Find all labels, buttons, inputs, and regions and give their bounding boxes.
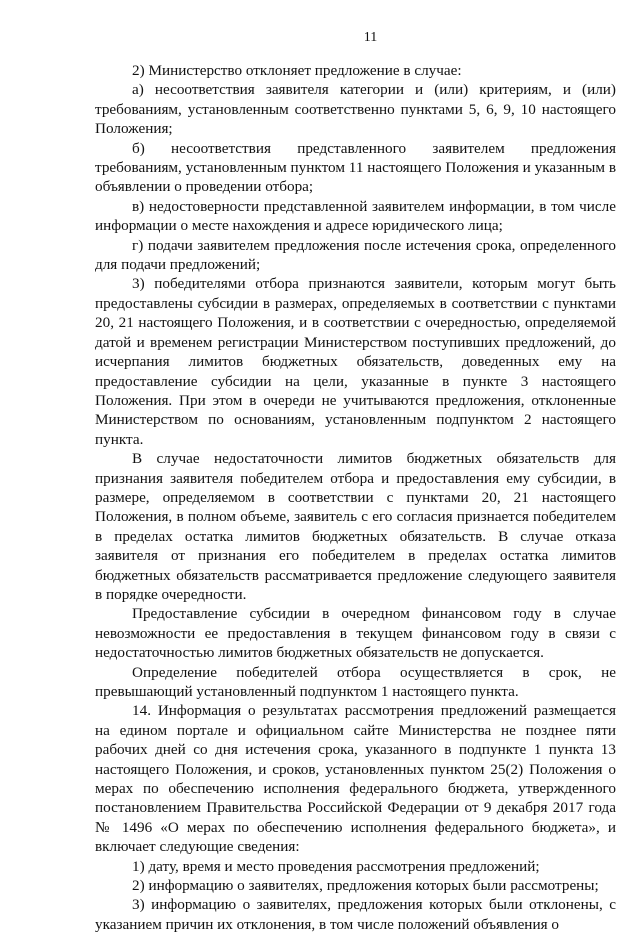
paragraph-next-year-subsidy: Предоставление субсидии в очередном финансовом году в случае невозможности ее предоставления в текущем финансовом году в связи с недостаточностью лимитов бюджетных обязательств не допускается.	[95, 605, 616, 662]
paragraph-insufficient-limits: В случае недостаточности лимитов бюджетных обязательств для признания заявителя победителем отбора и предоставления ему субсидии, в размере, определяемом в соответствии с пунктами 20, 21 настоящего Положения, в полном объеме, заявитель с его согласия признается победителем в пределах остатка лимитов бюджетных обязательств. В случае отказа заявителя от признания его победителем в пределах остатка лимитов бюджетных обязательств рассматривается предложение следующего заявителя в порядке очередности.	[95, 450, 616, 603]
paragraph-item-3-winners: 3) победителями отбора признаются заявители, которым могут быть предоставлены субсидии в размерах, определяемых в соответствии с пунктами 20, 21 настоящего Положения, и в соответствии с очередностью, определяемой датой и временем регистрации Министерством поступивших предложений, до исчерпания лимитов бюджетных обязательств, доведенных ему на предоставление субсидии на цели, указанные в пункте 3 настоящего Положения. При этом в очереди не учитываются предложения, отклоненные Министерством по основаниям, установленным подпунктом 2 настоящего пункта.	[95, 275, 616, 448]
paragraph-subitem-b: б) несоответствия представленного заявителем предложения требованиям, установленным пунктом 11 настоящего Положения и указанным в объявлении о проведении отбора;	[95, 139, 616, 196]
paragraph-winner-determination: Определение победителей отбора осуществляется в срок, не превышающий установленный подпунктом 1 настоящего пункта.	[95, 663, 616, 700]
paragraph-subitem-a: а) несоответствия заявителя категории и (или) критериям, и (или) требованиям, установленным соответственно пунктами 5, 6, 9, 10 настоящего Положения;	[95, 81, 616, 138]
paragraph-subitem-g: г) подачи заявителем предложения после истечения срока, определенного для подачи предложений;	[95, 236, 616, 274]
page-number: 11	[363, 30, 378, 45]
paragraph-section-14: 14. Информация о результатах рассмотрения предложений размещается на едином портале и официальном сайте Министерства не позднее пяти рабочих дней со дня истечения срока, указанного в подпункте 1 пункта 13 настоящего Положения, и сроков, установленных пунктом 25(2) Положения о мерах по обеспечению исполнения федерального бюджета, утвержденного постановлением Правительства Российской Федерации от 9 декабря 2017 года № 1496 «О мерах по обеспечению исполнения федерального бюджета», и включает следующие сведения:	[95, 702, 616, 856]
paragraph-subitem-v: в) недостоверности представленной заявителем информации, в том числе информации о месте нахождения и адресе юридического лица;	[95, 197, 616, 235]
paragraph-list-item-3: 3) информацию о заявителях, предложения которых были отклонены, с указанием причин их отклонения, в том числе положений объявления о	[95, 896, 616, 933]
paragraph-item-2-rejection-cases: 2) Министерство отклоняет предложение в случае:	[132, 62, 462, 79]
paragraph-list-item-1: 1) дату, время и место проведения рассмотрения предложений;	[132, 857, 540, 875]
paragraph-list-item-2: 2) информацию о заявителях, предложения которых были рассмотрены;	[132, 877, 599, 895]
